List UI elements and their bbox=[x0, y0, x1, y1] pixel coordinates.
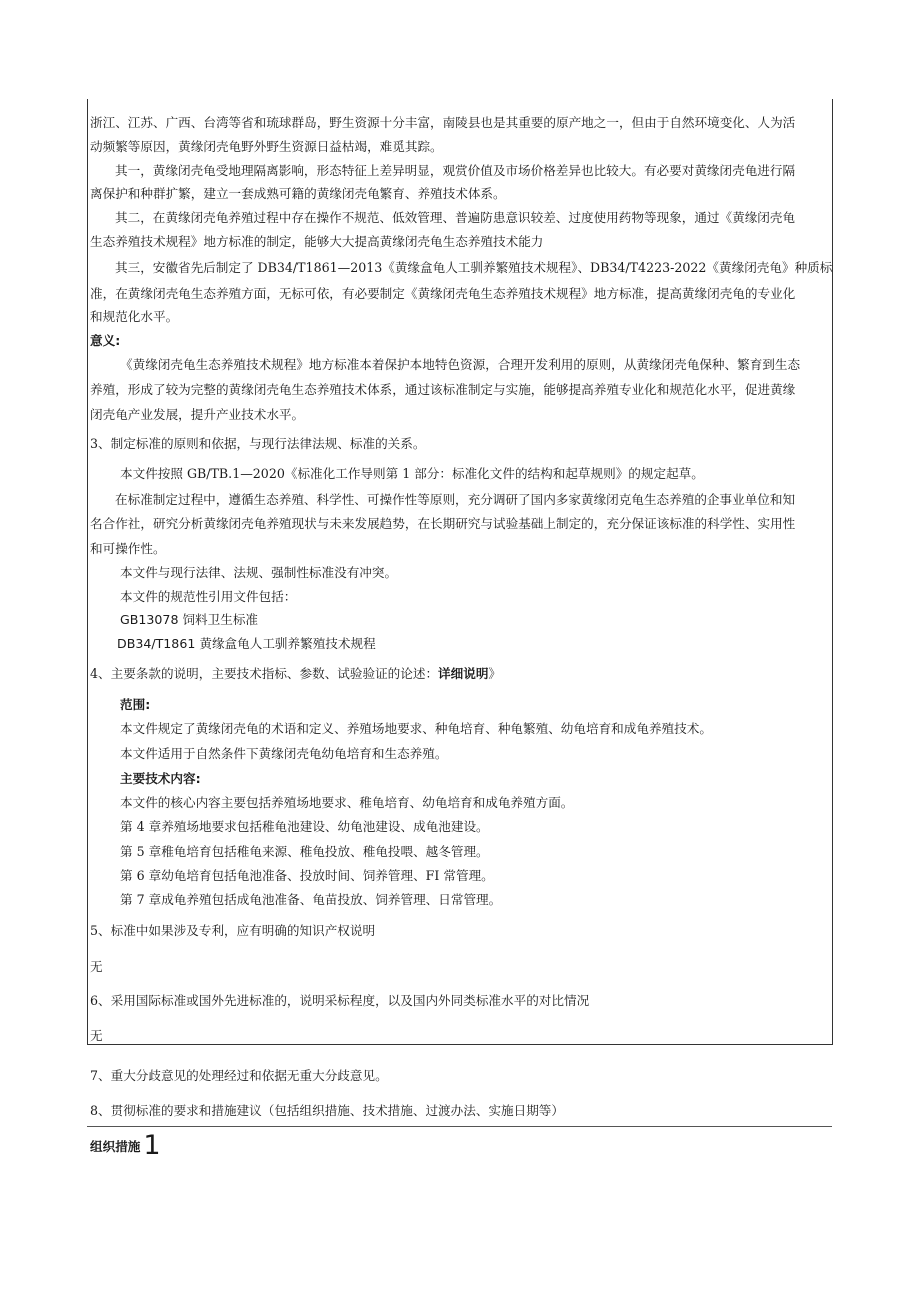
section-3-line-3: 名合作社，研究分析黄缘闭壳龟养殖现状与未来发展趋势，在长期研究与试验基础上制定的，充分保证该标准的科学性、实用性 bbox=[90, 516, 796, 531]
divider-line bbox=[87, 1126, 832, 1127]
section-6-heading: 6、采用国际标准或国外先进标准的，说明采标程度，以及国内外同类标准水平的对比情况 bbox=[90, 993, 590, 1008]
section-4-heading-suffix: 》 bbox=[488, 666, 502, 681]
section-3-line-6: 本文件的规范性引用文件包括： bbox=[120, 589, 297, 604]
section-3-line-5: 本文件与现行法律、法规、强制性标准没有冲突。 bbox=[120, 565, 398, 580]
main-content-line-4: 第 6 章幼龟培育包括龟池准备、投放时间、饲养管理、FI 常管理。 bbox=[120, 868, 494, 883]
measures-number: 1 bbox=[143, 1130, 161, 1161]
background-line-2: 动频繁等原因，黄缘闭壳龟野外野生资源日益枯竭，难觅其踪。 bbox=[90, 139, 443, 154]
section-8-text: 8、贯彻标准的要求和措施建议（包括组织措施、技术措施、过渡办法、实施日期等） bbox=[90, 1103, 564, 1118]
section-4-heading-bold: 详细说明 bbox=[438, 666, 489, 681]
section-5-answer: 无 bbox=[90, 959, 103, 974]
section-7-text: 7、重大分歧意见的处理经过和依据无重大分歧意见。 bbox=[90, 1068, 388, 1083]
scope-line-1: 本文件规定了黄缘闭壳龟的术语和定义、养殖场地要求、种龟培育、种龟繁殖、幼龟培育和成龟养殖技术。 bbox=[120, 721, 712, 736]
background-point-2-line-2: 生态养殖技术规程》地方标准的制定，能够大大提高黄缘闭壳龟生态养殖技术能力 bbox=[90, 234, 544, 249]
scope-line-2: 本文件适用于自然条件下黄缘闭壳龟幼龟培育和生态养殖。 bbox=[120, 746, 448, 761]
main-content-line-1: 本文件的核心内容主要包括养殖场地要求、稚龟培育、幼龟培育和成龟养殖方面。 bbox=[120, 795, 574, 810]
main-content-line-2: 第 4 章养殖场地要求包括稚龟池建设、幼龟池建设、成龟池建设。 bbox=[120, 819, 489, 834]
section-5-heading: 5、标准中如果涉及专利，应有明确的知识产权说明 bbox=[90, 923, 376, 938]
main-content-line-5: 第 7 章成龟养殖包括成龟池准备、龟苗投放、饲养管理、日常管理。 bbox=[120, 892, 502, 907]
section-3-line-2: 在标准制定过程中，遵循生态养殖、科学性、可操作性等原则，充分调研了国内多家黄缘闭克龟生态养殖的企事业单位和知 bbox=[115, 492, 796, 507]
main-content-heading: 主要技术内容: bbox=[120, 771, 201, 786]
background-line-1: 浙江、江苏、广西、台湾等省和琉球群岛，野生资源十分丰富，南陵县也是其重要的原产地之一，但由于自然环境变化、人为活 bbox=[90, 115, 796, 130]
scope-heading: 范围: bbox=[120, 697, 151, 712]
significance-line-2: 养殖，形成了较为完整的黄缘闭壳龟生态养殖技术体系，通过该标准制定与实施，能够提高养殖专业化和规范化水平，促进黄缘 bbox=[90, 382, 796, 397]
significance-heading: 意义: bbox=[90, 333, 121, 348]
background-point-1-line-1: 其一，黄缘闭壳龟受地理隔离影响，形态特征上差异明显，观赏价值及市场价格差异也比较大。有必要对黄缘闭壳龟进行隔 bbox=[115, 163, 796, 178]
background-point-1-line-2: 离保护和种群扩繁，建立一套成熟可籍的黄缘闭壳龟繁育、养殖技术体系。 bbox=[90, 186, 506, 201]
background-point-3-line-3: 和规范化水平。 bbox=[90, 309, 179, 324]
background-point-3-line-2: 准，在黄缘闭壳龟生态养殖方面，无标可依，有必要制定《黄缘闭壳龟生态养殖技术规程》地方标准，提高黄缘闭壳龟的专业化 bbox=[90, 286, 796, 301]
section-3-heading: 3、制定标准的原则和依据，与现行法律法规、标准的关系。 bbox=[90, 436, 426, 451]
section-6-answer: 无 bbox=[90, 1028, 103, 1043]
measures-label: 组织措施 bbox=[90, 1139, 141, 1154]
section-3-line-4: 和可操作性。 bbox=[90, 541, 166, 556]
main-content-line-3: 第 5 章稚龟培育包括稚龟来源、稚龟投放、稚龟投喂、越冬管理。 bbox=[120, 844, 489, 859]
section-4-heading bbox=[90, 666, 501, 682]
significance-line-3: 闭壳龟产业发展，提升产业技术水平。 bbox=[90, 407, 305, 422]
background-point-2-line-1: 其二，在黄缘闭壳龟养殖过程中存在操作不规范、低效管理、普遍防患意识较差、过度使用药物等现象，通过《黄缘闭壳龟 bbox=[115, 210, 796, 225]
section-4-heading-text: 4、主要条款的说明，主要技术指标、参数、试验验证的论述： bbox=[90, 666, 439, 681]
significance-line-1: 《黄缘闭壳龟生态养殖技术规程》地方标准本着保护本地特色资源，合理开发利用的原则，从黄缘闭壳龟保种、繁育到生态 bbox=[120, 357, 801, 372]
measures-heading bbox=[90, 1132, 161, 1160]
normative-reference-1: GB13078 饲料卫生标准 bbox=[120, 612, 259, 627]
background-point-3-line-1: 其三，安徽省先后制定了 DB34/T1861—2013《黄缘盒龟人工驯养繁殖技术规程》、DB34/T4223-2022《黄缘闭壳龟》种质标 bbox=[115, 260, 833, 275]
normative-reference-2: DB34/T1861 黄缘盒龟人工驯养繁殖技术规程 bbox=[117, 636, 376, 651]
section-3-line-1: 本文件按照 GB/TB.1—2020《标准化工作导则第 1 部分：标准化文件的结构和起草规则》的规定起草。 bbox=[120, 466, 704, 481]
